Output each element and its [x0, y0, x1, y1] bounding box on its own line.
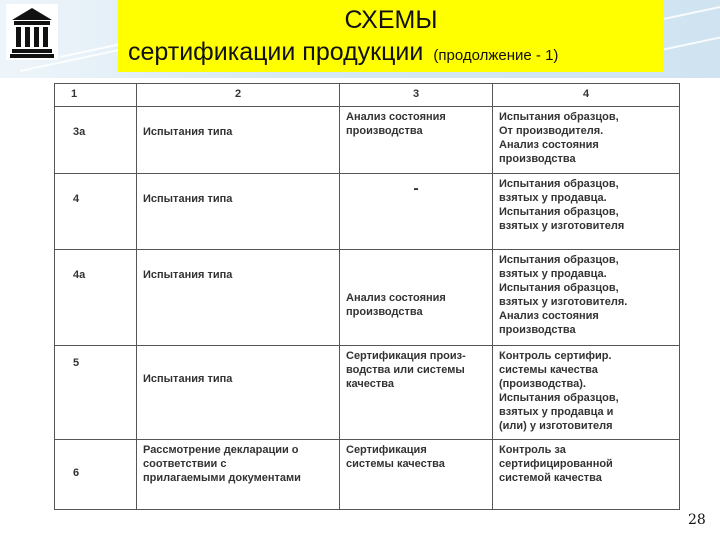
subtitle-continuation: (продолжение - 1) — [433, 47, 559, 64]
inspection-control-cell — [493, 174, 680, 249]
inspection-control-cell-line: сертифицированной — [499, 457, 613, 470]
production-check-cell — [340, 346, 493, 439]
product-check-cell — [137, 439, 340, 509]
inspection-control-cell-line: Испытания образцов, — [499, 253, 619, 266]
inspection-control-cell-line: Испытания образцов, — [499, 111, 619, 124]
product-check-cell-line: прилагаемыми документами — [143, 471, 301, 484]
inspection-control-cell-line: Анализ состояния — [499, 139, 599, 152]
table-row — [55, 346, 680, 439]
scheme-number-cell-line: 4а — [73, 268, 86, 281]
scheme-number-cell-line: 3а — [73, 126, 86, 139]
product-check-cell-line: соответствии с — [143, 457, 227, 470]
page-number: 28 — [688, 512, 706, 528]
production-check-cell-line: водства или системы — [346, 364, 465, 377]
inspection-control-cell-line: системой качества — [499, 471, 602, 484]
inspection-control-cell-line: производства — [499, 153, 576, 166]
production-check-cell-line: Сертификация — [346, 443, 427, 456]
inspection-control-cell-line: Испытания образцов, — [499, 206, 619, 219]
production-check-cell-line: производства — [346, 125, 423, 138]
building-columns-icon — [6, 4, 58, 60]
product-check-cell-line: Испытания типа — [143, 268, 233, 281]
table-row — [55, 107, 680, 174]
header-cell-3: 3 — [340, 84, 493, 107]
inspection-control-cell — [493, 249, 680, 345]
inspection-control-cell-line: Контроль сертифир. — [499, 350, 612, 363]
table-row — [55, 439, 680, 509]
production-check-cell — [340, 249, 493, 345]
production-check-cell-line: производства — [346, 305, 423, 318]
schemes-table — [54, 83, 680, 510]
schemes-table-wrapper — [54, 83, 680, 510]
inspection-control-cell-line: (или) у изготовителя — [499, 420, 613, 433]
inspection-control-cell-line: (производства). — [499, 378, 586, 391]
table-row — [55, 174, 680, 249]
scheme-number-cell-line: 5 — [73, 357, 80, 370]
scheme-number-cell-line: 4 — [73, 193, 80, 206]
product-check-cell-line: Испытания типа — [143, 193, 233, 206]
inspection-control-cell — [493, 346, 680, 439]
inspection-control-cell-line: Испытания образцов, — [499, 178, 619, 191]
scheme-number-cell — [55, 346, 137, 439]
inspection-control-cell-line: Испытания образцов, — [499, 281, 619, 294]
scheme-number-cell — [55, 249, 137, 345]
production-check-cell-line: качества — [346, 378, 394, 391]
production-check-cell-line: Анализ состояния — [346, 111, 446, 124]
production-check-cell — [340, 174, 493, 249]
inspection-control-cell-line: Анализ состояния — [499, 309, 599, 322]
production-check-cell — [340, 107, 493, 174]
inspection-control-cell — [493, 439, 680, 509]
title-box — [118, 0, 664, 72]
production-check-cell-line: Анализ состояния — [346, 291, 446, 304]
production-check-cell-line: - — [413, 180, 419, 198]
scheme-number-cell — [55, 174, 137, 249]
product-check-cell — [137, 346, 340, 439]
product-check-cell-line: Испытания типа — [143, 373, 233, 386]
inspection-control-cell-line: взятых у продавца. — [499, 192, 607, 205]
inspection-control-cell-line: взятых у изготовителя — [499, 220, 625, 233]
inspection-control-cell-line: взятых у продавца и — [499, 406, 614, 419]
header-cell-2: 2 — [137, 84, 340, 107]
production-check-cell-line: системы качества — [346, 457, 445, 470]
scheme-number-cell — [55, 439, 137, 509]
header-cell-4: 4 — [493, 84, 680, 107]
inspection-control-cell-line: производства — [499, 323, 576, 336]
page-subtitle — [128, 38, 558, 67]
inspection-control-cell-line: взятых у продавца. — [499, 267, 607, 280]
table-row — [55, 249, 680, 345]
inspection-control-cell-line: От производителя. — [499, 125, 604, 138]
product-check-cell — [137, 107, 340, 174]
inspection-control-cell-line: взятых у изготовителя. — [499, 295, 628, 308]
inspection-control-cell-line: Контроль за — [499, 443, 566, 456]
inspection-control-cell — [493, 107, 680, 174]
product-check-cell-line: Рассмотрение декларации о — [143, 443, 299, 456]
production-check-cell — [340, 439, 493, 509]
inspection-control-cell-line: системы качества — [499, 364, 598, 377]
production-check-cell-line: Сертификация произ- — [346, 350, 466, 363]
inspection-control-cell-line: Испытания образцов, — [499, 392, 619, 405]
header-cell-1: 1 — [55, 84, 137, 107]
product-check-cell — [137, 174, 340, 249]
table-header-row — [55, 84, 680, 107]
page-title: СХЕМЫ — [344, 6, 438, 34]
product-check-cell-line: Испытания типа — [143, 126, 233, 139]
product-check-cell — [137, 249, 340, 345]
scheme-number-cell-line: 6 — [73, 466, 80, 479]
scheme-number-cell — [55, 107, 137, 174]
subtitle-main: сертификации продукции — [128, 38, 424, 66]
